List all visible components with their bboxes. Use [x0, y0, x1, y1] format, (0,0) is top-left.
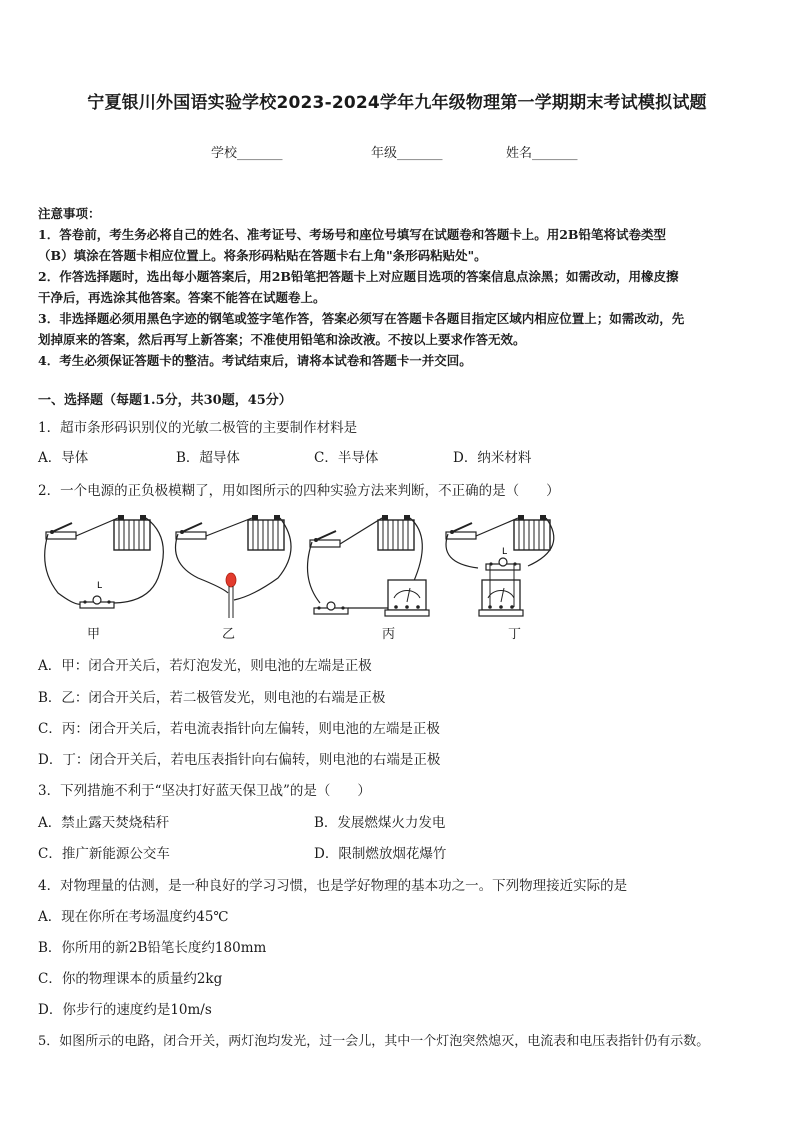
exam-title: 宁夏银川外国语实验学校2023-2024学年九年级物理第一学期期末考试模拟试题 — [87, 93, 707, 113]
circuit-yi — [176, 515, 292, 618]
q3-option-b[interactable]: B．发展燃煤火力发电 — [314, 815, 446, 831]
question-4-stem: 4．对物理量的估测，是一种良好的学习习惯，也是学好物理的基本功之一。下列物理接近实际的是 — [38, 878, 628, 894]
question-5-stem: 5．如图所示的电路，闭合开关，两灯泡均发光，过一会儿，其中一个灯泡突然熄灭，电流表和电压表指针仍有示数。 — [38, 1034, 710, 1049]
figure-label-yi: 乙 — [222, 627, 236, 642]
q1-option-d[interactable]: D．纳米材料 — [453, 450, 532, 466]
q4-option-a[interactable]: A．现在你所在考场温度约45℃ — [38, 909, 229, 925]
section-heading: 一、选择题（每题1.5分，共30题，45分） — [38, 393, 292, 408]
circuit-bing — [308, 515, 430, 616]
q2-option-c[interactable]: C．丙：闭合开关后，若电流表指针向左偏转，则电池的左端是正极 — [38, 721, 440, 737]
notes-line: 干净后，再选涂其他答案。答案不能答在试题卷上。 — [38, 290, 326, 305]
lamp-label: L — [502, 547, 508, 557]
circuit-ding — [446, 515, 554, 616]
question-2-stem: 2．一个电源的正负极模糊了，用如图所示的四种实验方法来判断，不正确的是（ ） — [38, 483, 560, 499]
q3-option-a[interactable]: A．禁止露天焚烧秸秆 — [38, 815, 170, 831]
q4-option-c[interactable]: C．你的物理课本的质量约2kg — [38, 971, 223, 987]
circuit-figure — [38, 508, 578, 640]
school-field[interactable]: 学校_______ — [211, 146, 283, 161]
grade-field[interactable]: 年级_______ — [371, 146, 443, 161]
q2-option-a[interactable]: A．甲：闭合开关后，若灯泡发光，则电池的左端是正极 — [38, 658, 372, 674]
q2-option-b[interactable]: B．乙：闭合开关后，若二极管发光，则电池的右端是正极 — [38, 690, 386, 706]
circuit-jia — [45, 515, 164, 608]
q4-option-b[interactable]: B．你所用的新2B铅笔长度约180mm — [38, 940, 267, 956]
notes-line: （B）填涂在答题卡相应位置上。将条形码粘贴在答题卡右上角"条形码粘贴处"。 — [38, 248, 487, 263]
q1-option-c[interactable]: C．半导体 — [314, 450, 379, 466]
notes-line: 2．作答选择题时，选出每小题答案后，用2B铅笔把答题卡上对应题目选项的答案信息点涂黑；如需改动，用橡皮擦 — [38, 269, 679, 284]
notes-line: 1．答卷前，考生务必将自己的姓名、准考证号、考场号和座位号填写在试题卷和答题卡上。用2B铅笔将试卷类型 — [38, 227, 666, 242]
q3-option-c[interactable]: C．推广新能源公交车 — [38, 846, 170, 862]
figure-label-jia: 甲 — [87, 627, 101, 642]
q2-option-d[interactable]: D．丁：闭合开关后，若电压表指针向右偏转，则电池的右端是正极 — [38, 752, 441, 768]
q3-option-d[interactable]: D．限制燃放烟花爆竹 — [314, 846, 447, 862]
notes-line: 3．非选择题必须用黑色字迹的钢笔或签字笔作答，答案必须写在答题卡各题目指定区域内相应位置上；如需改动，先 — [38, 311, 685, 326]
student-info-row — [0, 142, 794, 160]
q4-option-d[interactable]: D．你步行的速度约是10m/s — [38, 1002, 212, 1018]
name-field[interactable]: 姓名_______ — [506, 146, 578, 161]
q1-option-b[interactable]: B．超导体 — [176, 450, 240, 466]
notes-line: 4．考生必须保证答题卡的整洁。考试结束后，请将本试卷和答题卡一并交回。 — [38, 353, 472, 368]
figure-label-ding: 丁 — [508, 627, 522, 642]
exam-notes — [38, 203, 758, 371]
question-1-stem: 1．超市条形码识别仪的光敏二极管的主要制作材料是 — [38, 420, 358, 436]
figure-label-bing: 丙 — [382, 627, 396, 642]
question-3-stem: 3．下列措施不利于“坚决打好蓝天保卫战”的是（ ） — [38, 783, 371, 799]
lamp-label: L — [97, 581, 103, 591]
notes-line: 划掉原来的答案，然后再写上新答案；不准使用铅笔和涂改液。不按以上要求作答无效。 — [38, 332, 526, 347]
notes-heading: 注意事项： — [38, 206, 101, 221]
q1-option-a[interactable]: A．导体 — [38, 450, 89, 466]
